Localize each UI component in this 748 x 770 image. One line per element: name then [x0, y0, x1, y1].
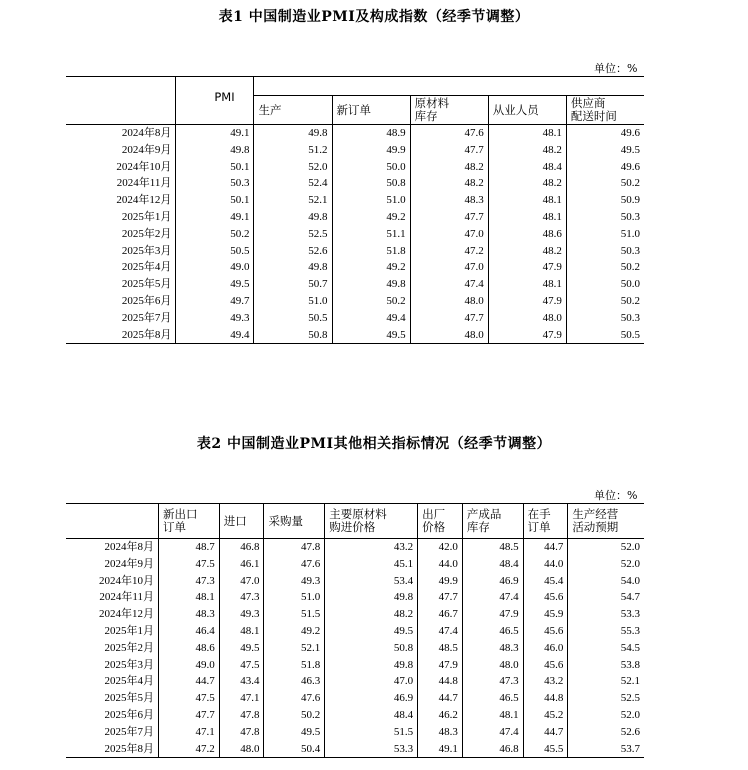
table-cell: 49.9	[332, 142, 410, 159]
table-cell: 47.4	[410, 276, 488, 293]
table-cell: 49.3	[219, 606, 264, 623]
table-cell: 49.2	[264, 623, 325, 640]
table-cell: 50.3	[176, 175, 254, 192]
table-cell: 47.0	[410, 259, 488, 276]
table-cell: 48.3	[159, 606, 220, 623]
table-row	[66, 690, 644, 707]
table-row	[66, 556, 644, 573]
table-cell: 48.5	[418, 640, 463, 657]
table-cell: 52.0	[254, 159, 332, 176]
table-cell: 47.6	[410, 125, 488, 142]
table-cell: 48.0	[219, 741, 264, 758]
table-cell: 50.7	[254, 276, 332, 293]
table-cell: 50.9	[620, 194, 640, 207]
table-cell: 49.1	[176, 209, 254, 226]
table-cell: 50.1	[176, 159, 254, 176]
table-cell: 44.7	[159, 673, 220, 690]
table-cell: 52.1	[264, 640, 325, 657]
table2-header-purchase-volume: 采购量	[264, 504, 325, 539]
table-cell: 49.5	[219, 640, 264, 657]
row-month-label: 2024年10月	[66, 159, 176, 176]
table-cell: 47.0	[219, 573, 264, 590]
table-cell: 48.0	[410, 293, 488, 310]
table-cell: 49.8	[254, 125, 332, 142]
table-cell: 47.0	[410, 226, 488, 243]
table-cell: 53.8	[620, 658, 640, 671]
row-month-label: 2024年9月	[66, 556, 159, 573]
table-row	[66, 159, 644, 176]
table-cell: 46.5	[462, 623, 523, 640]
table-cell: 49.2	[332, 259, 410, 276]
table-cell: 52.5	[254, 226, 332, 243]
table-cell: 46.3	[264, 673, 325, 690]
table-row	[66, 175, 644, 192]
table-row	[66, 657, 644, 674]
table-cell: 51.0	[620, 227, 640, 240]
table-row	[66, 623, 644, 640]
table-cell: 47.7	[159, 707, 220, 724]
table-cell: 45.2	[523, 707, 568, 724]
table-row	[66, 724, 644, 741]
table1-header-blank	[254, 77, 644, 96]
table-cell: 47.7	[410, 310, 488, 327]
table-cell: 47.9	[488, 293, 566, 310]
table-cell: 54.0	[620, 574, 640, 587]
table-cell: 45.6	[523, 657, 568, 674]
table-cell: 47.8	[219, 724, 264, 741]
table-cell: 50.2	[620, 261, 640, 274]
row-month-label: 2025年5月	[66, 690, 159, 707]
pmi-composition-table	[66, 76, 644, 344]
table1-stub-header	[66, 77, 176, 125]
table-cell: 48.3	[462, 640, 523, 657]
table-cell: 50.5	[620, 328, 640, 341]
row-month-label: 2024年11月	[66, 589, 159, 606]
table-cell: 49.8	[332, 276, 410, 293]
table-cell: 48.1	[159, 589, 220, 606]
table-cell: 49.8	[254, 259, 332, 276]
table-cell: 49.8	[325, 589, 418, 606]
table-cell: 51.8	[332, 243, 410, 260]
table-cell: 50.2	[332, 293, 410, 310]
row-month-label: 2024年10月	[66, 573, 159, 590]
table-cell: 46.2	[418, 707, 463, 724]
table-cell: 47.6	[264, 690, 325, 707]
table1-title: 表1 中国制造业PMI及构成指数（经季节调整）	[218, 9, 530, 25]
table-cell: 51.1	[332, 226, 410, 243]
table-row	[66, 209, 644, 226]
table-cell: 50.3	[620, 244, 640, 257]
table-cell: 49.1	[418, 741, 463, 758]
table-cell: 50.4	[264, 741, 325, 758]
table-cell: 47.1	[159, 724, 220, 741]
table-cell: 50.0	[620, 278, 640, 291]
table1-header-raw-material-inventory: 原材料 库存	[410, 96, 488, 125]
table-cell: 45.1	[325, 556, 418, 573]
table2-header-output-prices: 出厂 价格	[418, 504, 463, 539]
table-cell: 48.3	[410, 192, 488, 209]
table-cell: 48.5	[462, 539, 523, 556]
table-cell: 47.7	[410, 209, 488, 226]
table-cell: 50.3	[620, 210, 640, 223]
table-cell: 51.5	[264, 606, 325, 623]
table-cell: 48.2	[410, 159, 488, 176]
table-cell: 45.4	[523, 573, 568, 590]
table-cell: 49.4	[332, 310, 410, 327]
table-cell: 47.4	[418, 623, 463, 640]
table-cell: 49.0	[176, 259, 254, 276]
table-cell: 53.7	[620, 742, 640, 755]
table-cell: 51.2	[254, 142, 332, 159]
table-cell: 52.1	[620, 675, 640, 688]
table-cell: 47.9	[462, 606, 523, 623]
table-cell: 47.9	[418, 657, 463, 674]
table-cell: 52.4	[254, 175, 332, 192]
table-cell: 47.5	[159, 556, 220, 573]
table-cell: 53.4	[325, 573, 418, 590]
table-cell: 44.8	[523, 690, 568, 707]
table-cell: 46.4	[159, 623, 220, 640]
row-month-label: 2025年5月	[66, 276, 176, 293]
table-cell: 44.7	[523, 539, 568, 556]
table-row	[66, 259, 644, 276]
table-cell: 48.3	[418, 724, 463, 741]
row-month-label: 2024年8月	[66, 539, 159, 556]
table1-header-production: 生产	[254, 96, 332, 125]
table-cell: 48.9	[332, 125, 410, 142]
table-cell: 52.6	[254, 243, 332, 260]
table-cell: 48.1	[488, 125, 566, 142]
row-month-label: 2025年1月	[66, 209, 176, 226]
table-cell: 50.5	[254, 310, 332, 327]
table-cell: 53.3	[620, 608, 640, 621]
table-cell: 50.8	[254, 327, 332, 344]
table-cell: 47.8	[264, 539, 325, 556]
table-cell: 46.0	[523, 640, 568, 657]
table-cell: 49.0	[159, 657, 220, 674]
table-cell: 48.2	[410, 175, 488, 192]
table-cell: 47.9	[488, 259, 566, 276]
table-row	[66, 276, 644, 293]
table-cell: 44.7	[523, 724, 568, 741]
table-cell: 52.6	[620, 725, 640, 738]
table-cell: 46.9	[325, 690, 418, 707]
table-cell: 45.6	[523, 589, 568, 606]
table-cell: 47.4	[462, 724, 523, 741]
table-cell: 47.5	[219, 657, 264, 674]
table-cell: 48.1	[462, 707, 523, 724]
table2-header-new-export-orders: 新出口 订单	[159, 504, 220, 539]
table-row	[66, 589, 644, 606]
table-cell: 49.3	[176, 310, 254, 327]
row-month-label: 2024年11月	[66, 175, 176, 192]
row-month-label: 2025年2月	[66, 226, 176, 243]
table-cell: 48.2	[488, 142, 566, 159]
table-cell: 43.2	[523, 673, 568, 690]
table-cell: 47.9	[488, 327, 566, 344]
table-cell: 49.5	[620, 143, 640, 156]
table-cell: 44.7	[418, 690, 463, 707]
table-cell: 47.4	[462, 589, 523, 606]
table-cell: 47.2	[410, 243, 488, 260]
table-cell: 55.3	[620, 624, 640, 637]
table-cell: 48.6	[488, 226, 566, 243]
table-cell: 48.4	[488, 159, 566, 176]
table2-stub-header	[66, 504, 159, 539]
row-month-label: 2025年8月	[66, 741, 159, 758]
table-cell: 48.6	[159, 640, 220, 657]
table1-header-employment: 从业人员	[488, 96, 566, 125]
table-cell: 50.2	[176, 226, 254, 243]
table-cell: 48.1	[488, 192, 566, 209]
table-cell: 52.0	[620, 557, 640, 570]
table-cell: 51.0	[264, 589, 325, 606]
table-cell: 50.8	[332, 175, 410, 192]
table-row	[66, 310, 644, 327]
table-cell: 51.5	[325, 724, 418, 741]
table-cell: 53.3	[325, 741, 418, 758]
table-cell: 47.7	[410, 142, 488, 159]
table-cell: 49.6	[620, 127, 640, 139]
table-row	[66, 539, 644, 556]
table2-header-business-expectations: 生产经营 活动预期	[568, 504, 644, 539]
row-month-label: 2024年12月	[66, 606, 159, 623]
table-row	[66, 327, 644, 344]
table-cell: 45.6	[523, 623, 568, 640]
table-cell: 49.5	[264, 724, 325, 741]
table-cell: 49.8	[176, 142, 254, 159]
row-month-label: 2025年1月	[66, 623, 159, 640]
row-month-label: 2025年2月	[66, 640, 159, 657]
table-row	[66, 125, 644, 142]
row-month-label: 2025年6月	[66, 293, 176, 310]
table-cell: 42.0	[418, 539, 463, 556]
table-row	[66, 192, 644, 209]
table2-header-imports: 进口	[219, 504, 264, 539]
table-cell: 51.0	[332, 192, 410, 209]
table-cell: 49.5	[176, 276, 254, 293]
table-cell: 52.0	[620, 708, 640, 721]
table2-header-finished-goods-inventory: 产成品 库存	[462, 504, 523, 539]
table-cell: 44.8	[418, 673, 463, 690]
table-cell: 48.0	[488, 310, 566, 327]
table-cell: 48.0	[462, 657, 523, 674]
table-cell: 43.4	[219, 673, 264, 690]
table-cell: 50.1	[176, 192, 254, 209]
table-cell: 48.1	[488, 276, 566, 293]
table-cell: 47.0	[325, 673, 418, 690]
row-month-label: 2025年8月	[66, 327, 176, 344]
table-cell: 44.0	[523, 556, 568, 573]
row-month-label: 2025年3月	[66, 657, 159, 674]
table-cell: 46.5	[462, 690, 523, 707]
row-month-label: 2024年12月	[66, 192, 176, 209]
table-cell: 47.7	[418, 589, 463, 606]
table-cell: 44.0	[418, 556, 463, 573]
table-cell: 46.8	[219, 539, 264, 556]
table-cell: 50.5	[176, 243, 254, 260]
table1-header-supplier-delivery: 供应商 配送时间	[566, 96, 644, 125]
table-cell: 49.1	[176, 125, 254, 142]
table-cell: 50.3	[620, 311, 640, 324]
table-cell: 47.6	[264, 556, 325, 573]
row-month-label: 2025年7月	[66, 724, 159, 741]
table-cell: 48.4	[325, 707, 418, 724]
table2-unit: 单位：%	[594, 489, 638, 502]
table2-title: 表2 中国制造业PMI其他相关指标情况（经季节调整）	[196, 436, 552, 452]
table1-header-pmi: PMI	[176, 77, 254, 125]
table1-header-new-orders: 新订单	[332, 96, 410, 125]
table-row	[66, 226, 644, 243]
table-cell: 48.2	[488, 175, 566, 192]
table-cell: 52.1	[254, 192, 332, 209]
table-cell: 43.2	[325, 539, 418, 556]
table-cell: 48.0	[410, 327, 488, 344]
table-cell: 47.3	[159, 573, 220, 590]
table-cell: 45.5	[523, 741, 568, 758]
table-cell: 49.5	[332, 327, 410, 344]
table-cell: 47.8	[219, 707, 264, 724]
table-cell: 47.1	[219, 690, 264, 707]
table-row	[66, 606, 644, 623]
table-cell: 47.3	[462, 673, 523, 690]
table-cell: 46.9	[462, 573, 523, 590]
table-cell: 47.2	[159, 741, 220, 758]
table2-header-input-prices: 主要原材料 购进价格	[325, 504, 418, 539]
table-cell: 49.8	[325, 657, 418, 674]
table-cell: 48.7	[159, 539, 220, 556]
table-cell: 50.2	[264, 707, 325, 724]
table-cell: 47.3	[219, 589, 264, 606]
table-cell: 48.4	[462, 556, 523, 573]
table-cell: 49.5	[325, 623, 418, 640]
row-month-label: 2025年7月	[66, 310, 176, 327]
table-row	[66, 673, 644, 690]
row-month-label: 2025年6月	[66, 707, 159, 724]
row-month-label: 2024年9月	[66, 142, 176, 159]
table-cell: 51.8	[264, 657, 325, 674]
table-cell: 51.0	[254, 293, 332, 310]
table-row	[66, 142, 644, 159]
table-row	[66, 293, 644, 310]
table-cell: 49.2	[332, 209, 410, 226]
table-row	[66, 741, 644, 758]
table-cell: 54.5	[620, 641, 640, 654]
table-cell: 48.2	[488, 243, 566, 260]
table-cell: 46.1	[219, 556, 264, 573]
row-month-label: 2025年3月	[66, 243, 176, 260]
table-cell: 48.2	[325, 606, 418, 623]
table-cell: 47.5	[159, 690, 220, 707]
row-month-label: 2025年4月	[66, 673, 159, 690]
pmi-related-indicators-table	[66, 503, 644, 758]
table-cell: 54.7	[620, 591, 640, 604]
table-cell: 50.8	[325, 640, 418, 657]
table-cell: 48.1	[219, 623, 264, 640]
table-cell: 48.1	[488, 209, 566, 226]
table-cell: 45.9	[523, 606, 568, 623]
table-row	[66, 707, 644, 724]
table-cell: 46.7	[418, 606, 463, 623]
table-cell: 52.5	[620, 692, 640, 705]
table-cell: 50.2	[620, 294, 640, 307]
table-cell: 52.0	[620, 541, 640, 553]
row-month-label: 2024年8月	[66, 125, 176, 142]
table-cell: 49.8	[254, 209, 332, 226]
table1-unit: 单位：%	[594, 62, 638, 75]
row-month-label: 2025年4月	[66, 259, 176, 276]
table-cell: 49.3	[264, 573, 325, 590]
table-cell: 49.6	[620, 160, 640, 173]
table-cell: 49.9	[418, 573, 463, 590]
table-row	[66, 573, 644, 590]
table2-header-backlog-orders: 在手 订单	[523, 504, 568, 539]
table-row	[66, 640, 644, 657]
table-cell: 49.7	[176, 293, 254, 310]
table-cell: 46.8	[462, 741, 523, 758]
table-row	[66, 243, 644, 260]
table-cell: 50.0	[332, 159, 410, 176]
table-cell: 50.2	[620, 177, 640, 190]
table-cell: 49.4	[176, 327, 254, 344]
